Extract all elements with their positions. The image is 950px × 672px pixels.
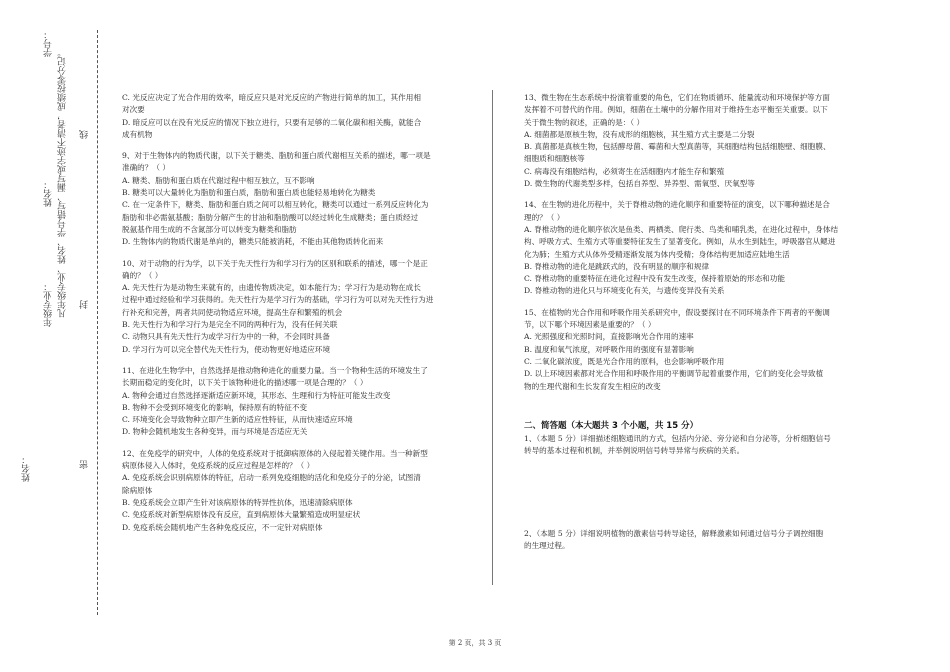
question-line: 理的？（ ） <box>524 212 565 222</box>
page-footer: 第 2 页，共 3 页 <box>448 639 502 647</box>
question-line: A. 脊椎动物的进化顺序依次是鱼类、两栖类、爬行类、鸟类和哺乳类，在进化过程中，身体结 <box>524 224 839 234</box>
question-text: 的生理过程。 <box>524 540 570 550</box>
spacer <box>122 141 472 150</box>
question-line: 节，以下哪个环境因素是重要的？（ ） <box>524 320 656 330</box>
question-line: C. 免疫系统对新型病原体没有反应，直到病原体大量繁殖造成明显症状 <box>122 510 361 520</box>
question-line: 行补充和完善，两者共同使动物适应环境，提高生存和繁殖的机会 <box>122 307 343 317</box>
spacer <box>524 190 874 199</box>
question-line: 成有机物 <box>122 129 153 139</box>
spacer <box>122 356 472 365</box>
question-line: 10、对于动物的行为学，以下关于先天性行为和学习行为的区别和联系的描述，哪一个是正 <box>122 258 428 268</box>
question-line: C. 脊椎动物的重要特征在进化过程中没有发生改变，保持着原始的形态和功能 <box>524 274 785 284</box>
question-line: B. 脊椎动物的进化是跳跃式的，没有明显的顺序和规律 <box>524 261 710 271</box>
question-line: D. 以上环境因素都对光合作用和呼吸作用的平衡调节起着重要作用，它们的变化会导致植 <box>524 369 824 379</box>
question-line: A. 先天性行为是动物生来就有的，由遗传物质决定，如本能行为；学习行为是动物在成长 <box>122 283 421 293</box>
question-line: 9、对于生物体内的物质代谢，以下关于糖类、脂肪和蛋白质代谢相互关系的描述，哪一项是 <box>122 151 431 161</box>
question-line: 15、在植物的光合作用和呼吸作用关系研究中，假设要探讨在不同环境条件下两者的平衡调 <box>524 307 830 317</box>
short-answer-section <box>524 420 874 552</box>
question-line: B. 免疫系统会立即产生针对该病原体的特异性抗体，迅速清除病原体 <box>122 497 353 507</box>
question-line: A. 细菌都是原核生物，没有成形的细胞核，其生殖方式主要是二分裂 <box>524 129 755 139</box>
cut-line <box>97 30 98 615</box>
question-line: B. 温度和氧气浓度，对呼吸作用的强度有显著影响 <box>524 344 694 354</box>
question-line: C. 环境变化会导致物种立即产生新的适应性特征，从而快速适应环境 <box>122 415 353 425</box>
question-line: 病原体侵入人体时，免疫系统的反应过程是怎样的？（ ） <box>122 461 315 471</box>
question-text: 1、（本题 5 分）详细描述细胞通讯的方式，包括内分泌、旁分泌和自分泌等，分析细胞信号 <box>524 434 831 443</box>
section-title: 二、简答题（本大题共 3 个小题，共 15 分） <box>524 421 699 431</box>
question-text: 2、（本题 5 分）详细说明植物的激素信号转导途径，解释激素如何通过信号分子调控细胞 <box>524 528 824 538</box>
question-line: D. 生物体内的物质代谢是单向的，糖类只能被消耗，不能由其他物质转化而来 <box>122 237 384 247</box>
question-line: C. 动物只具有先天性行为或学习行为中的一种，不会同时具备 <box>122 332 330 342</box>
question-line: 14、在生物的进化历程中，关于脊椎动物的进化顺序和重要特征的演变，以下哪种描述是合 <box>524 200 830 210</box>
seal-mark: 封 <box>80 300 90 309</box>
question-line: D. 脊椎动物的进化只与环境变化有关，与遗传变异没有关系 <box>524 286 725 296</box>
question-line: 物的生理代谢和生长发育发生相应的改变 <box>524 381 661 391</box>
question-line: 脂肪和非必需氨基酸；脂肪分解产生的甘油和脂肪酸可以经过转化生成糖类；蛋白质经过 <box>122 212 419 222</box>
question-line: 脱氨基作用生成的不含氮部分可以转变为糖类和脂肪 <box>122 224 297 234</box>
question-line: A. 糖类、脂肪和蛋白质在代谢过程中相互独立，互不影响 <box>122 175 315 185</box>
question-line: 11、在进化生物学中，自然选择是推动物种进化的重要力量。当一个物种生活的环境发生了 <box>122 365 428 375</box>
question-line: 关于微生物的叙述，正确的是：（ ） <box>524 117 645 127</box>
question-line: D. 暗反应可以在没有光反应的情况下独立进行，只要有足够的二氧化碳和相关酶，就能合 <box>122 117 422 127</box>
student-id-label: 学号： <box>44 30 54 57</box>
spacer <box>122 249 472 258</box>
question-line: 13、微生物在生态系统中扮演着重要的角色，它们在物质循环、能量流动和环境保护等方面 <box>524 93 830 102</box>
question-line: 细胞质和细胞核等 <box>524 154 585 164</box>
question-line: 过程中通过经验和学习获得的。先天性行为是学习行为的基础，学习行为可以对先天性行为进 <box>122 295 434 305</box>
column-divider <box>492 90 493 585</box>
question-line: 12、在免疫学的研究中，人体的免疫系统对于抵御病原体的入侵起着关键作用。当一种新型 <box>122 448 428 458</box>
question-line: C. 在一定条件下，糖类、脂肪和蛋白质之间可以相互转化，糖类可以通过一系列反应转化为 <box>122 200 429 210</box>
question-line: A. 免疫系统会识别病原体的特征，启动一系列免疫细胞的活化和免疫分子的分泌，试图清 <box>122 473 421 483</box>
question-line: B. 先天性行为和学习行为是完全不同的两种行为，没有任何关联 <box>122 320 338 330</box>
question-line: C. 二氧化碳浓度，既是光合作用的原料，也会影响呼吸作用 <box>524 356 725 366</box>
question-line: D. 学习行为可以完全替代先天性行为，使动物更好地适应环境 <box>122 344 331 354</box>
question-line: 对次要 <box>122 105 145 115</box>
question-line: C. 光反应决定了光合作用的效率，暗反应只是对光反应的产物进行简单的加工，其作用相 <box>122 93 421 102</box>
question-line: 发挥着不可替代的作用。例如，细菌在土壤中的分解作用对于维持生态平衡至关重要。以下 <box>524 105 828 115</box>
question-line: D. 微生物的代谢类型多样，包括自养型、异养型、需氧型、厌氧型等 <box>524 179 755 189</box>
question-line: A. 物种会通过自然选择逐渐适应新环境，其形态、生理和行为特征可能发生改变 <box>122 390 391 400</box>
seal-mark: 线 <box>80 130 90 139</box>
instruction-text: 凡年级专业、姓名、学号错写、漏写或字迹不清者，成绩按零分记。 <box>58 48 68 318</box>
question-line: 构、呼吸方式、生殖方式等重要特征发生了显著变化。例如，从水生到陆生，呼吸器官从鳃进 <box>524 237 836 247</box>
name-label: 姓名： <box>44 180 54 207</box>
question-line: C. 病毒没有细胞结构，必须寄生在活细胞内才能生存和繁殖 <box>524 166 725 176</box>
right-column <box>524 92 874 393</box>
question-line: A. 光照强度和光照时间，直接影响光合作用的速率 <box>524 332 694 342</box>
question-text: 转导的基本过程和机制，并举例说明信号转导异常与疾病的关系。 <box>524 446 745 456</box>
question-line: 化为肺；生殖方式从体外受精逐渐发展为体内受精；身体结构更加适应陆地生活 <box>524 249 790 259</box>
spacer <box>122 439 472 448</box>
question-line: B. 真菌都是真核生物，包括酵母菌、霉菌和大型真菌等，其细胞结构包括细胞壁、细胞膜、 <box>524 142 831 152</box>
line-label: 年级专业： <box>44 282 54 327</box>
question-line: D. 物种会随机地发生各种变异，而与环境是否适应无关 <box>122 427 308 437</box>
question-line: 准确的？（ ） <box>122 163 170 173</box>
question-line: 长期而稳定的变化时，以下关于该物种进化的描述哪一项是合理的？（ ） <box>122 378 368 388</box>
binding-margin <box>0 0 110 672</box>
spacer <box>524 298 874 307</box>
seat-label: 姓名： <box>22 455 32 482</box>
question-line: 除病原体 <box>122 485 153 495</box>
left-column <box>122 92 472 534</box>
question-line: B. 物种不会受到环境变化的影响，保持原有的特征不变 <box>122 402 308 412</box>
seal-mark: 密 <box>80 460 90 469</box>
question-line: B. 糖类可以大量转化为脂肪和蛋白质，脂肪和蛋白质也能轻易地转化为糖类 <box>122 188 376 198</box>
question-line: D. 免疫系统会随机地产生各种免疫反应，不一定针对病原体 <box>122 522 323 532</box>
question-line: 确的？（ ） <box>122 270 163 280</box>
